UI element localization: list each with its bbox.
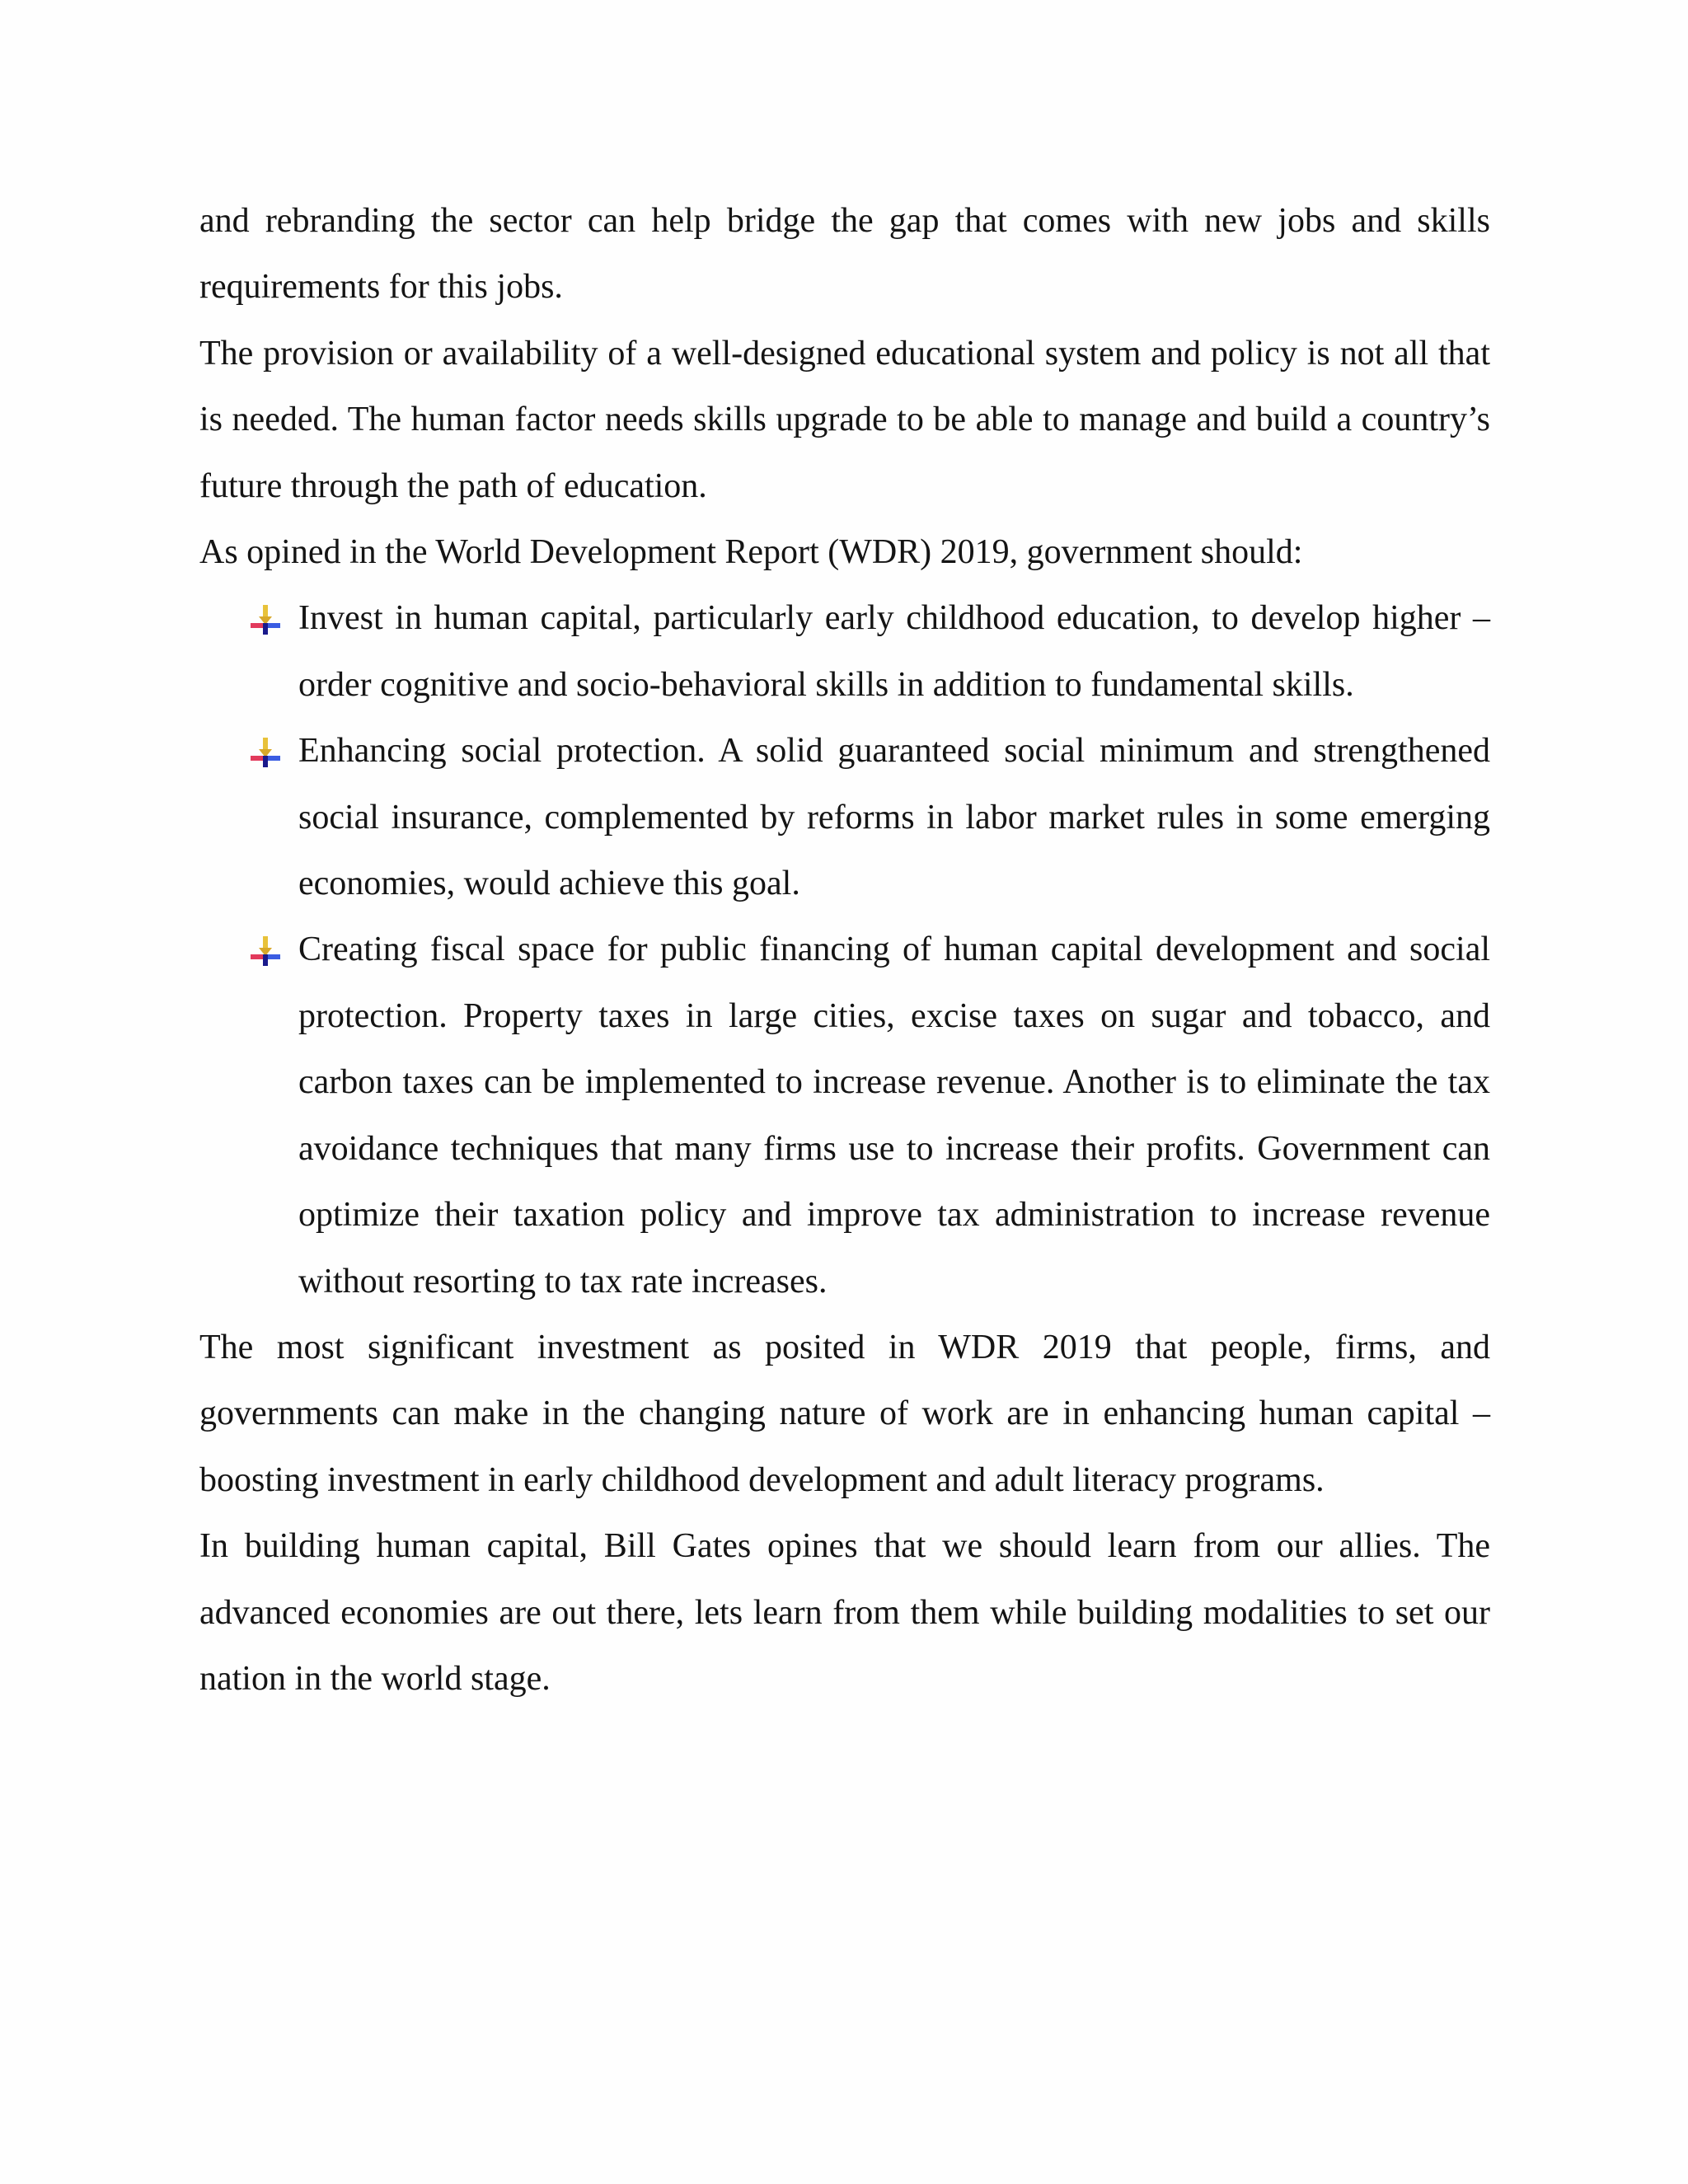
list-item bbox=[199, 916, 1490, 1314]
paragraph-bill-gates: In building human capital, Bill Gates opines that we should learn from our allies. The advanced economies are out there, lets learn from them while building modalities to set our nation in the world stage. bbox=[199, 1527, 1490, 1698]
paragraph-significant-investment: The most significant investment as posited in WDR 2019 that people, firms, and governments can make in the changing nature of work are in enhancing human capital – boosting investment in early childhood development and adult literacy programs. bbox=[199, 1328, 1490, 1499]
bullet-text-human-capital: Invest in human capital, particularly early childhood education, to develop higher – order cognitive and socio-behavioral skills in addition to fundamental skills. bbox=[298, 599, 1490, 704]
recommendation-list bbox=[199, 585, 1490, 1314]
bullet-text-social-protection: Enhancing social protection. A solid guaranteed social minimum and strengthened social insurance, complemented by reforms in labor market rules in some emerging economies, would achieve this goal. bbox=[298, 732, 1490, 903]
bullet-text-fiscal-space: Creating fiscal space for public financing of human capital development and social protection. Property taxes in large cities, excise taxes on sugar and tobacco, and carbon taxes can be implemented to increase revenue. Another is to eliminate the tax avoidance techniques that many firms use to increase their profits. Government can optimize their taxation policy and improve tax administration to increase revenue without resorting to tax rate increases. bbox=[298, 930, 1490, 1301]
paragraph-rebranding: and rebranding the sector can help bridge the gap that comes with new jobs and skills requirements for this jobs. bbox=[199, 202, 1490, 307]
paragraph-wdr-intro: As opined in the World Development Report (WDR) 2019, government should: bbox=[199, 533, 1303, 572]
paragraph-education-system: The provision or availability of a well-designed educational system and policy is not all that is needed. The human factor needs skills upgrade to be able to manage and build a country’s future through the path of education. bbox=[199, 334, 1490, 505]
arrow-cross-bullet-icon bbox=[249, 935, 282, 968]
list-item bbox=[199, 585, 1490, 718]
document-body bbox=[199, 188, 1490, 1712]
list-item bbox=[199, 718, 1490, 916]
arrow-cross-bullet-icon bbox=[249, 736, 282, 769]
arrow-cross-bullet-icon bbox=[249, 603, 282, 636]
